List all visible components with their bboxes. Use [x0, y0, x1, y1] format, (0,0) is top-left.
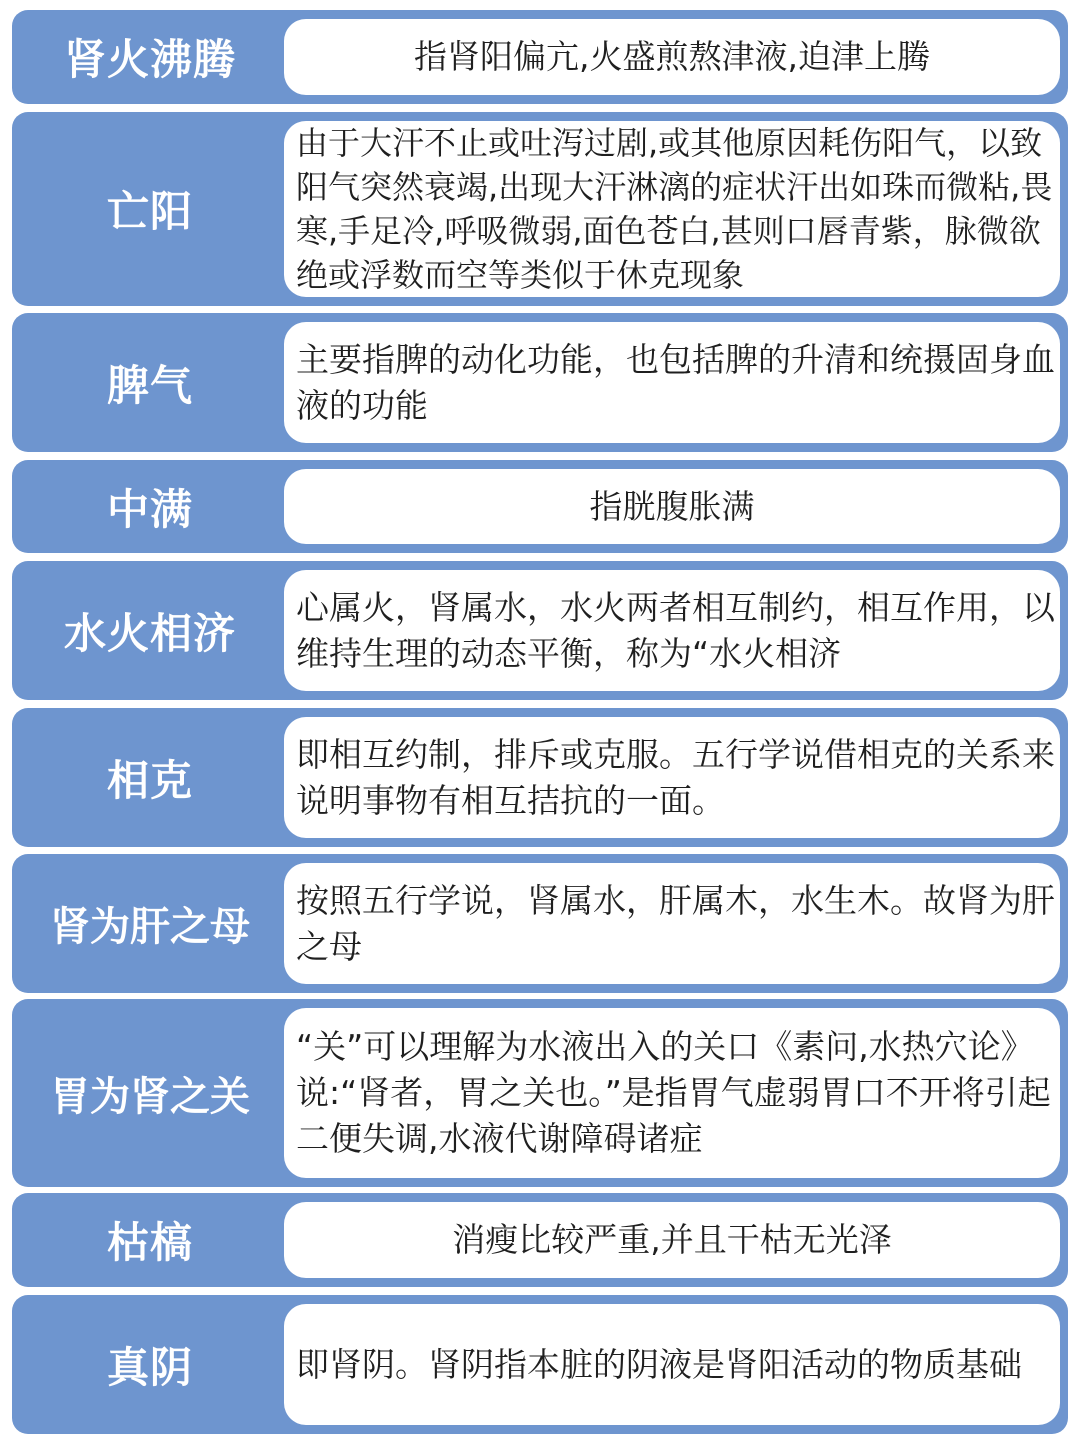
row-term: 肾为肝之母 [50, 904, 250, 950]
row-term: 枯槁 [106, 1218, 193, 1267]
row-term: 真阴 [106, 1342, 193, 1392]
row-term: 亡阳 [106, 187, 193, 236]
row-definition: 由于大汗不止或吐泻过剧,或其他原因耗伤阳气，以致阳气突然衰竭,出现大汗淋漓的症状汗出如珠而微粘,畏寒,手足冷,呼吸微弱,面色苍白,甚则口唇青紫，脉微欲绝或浮数而空等类似于休克现象 [296, 124, 1053, 294]
row-definition: 消瘦比较严重,并且干枯无光泽 [452, 1220, 892, 1259]
row-definition-box [284, 19, 1060, 95]
glossary-row [12, 460, 1068, 553]
row-term: 脾气 [106, 360, 193, 410]
row-definition: 指胱腹胀满 [589, 486, 755, 526]
glossary-row [12, 313, 1068, 452]
glossary-row [12, 10, 1068, 104]
row-definition: 即肾阴。肾阴指本脏的阴液是肾阳活动的物质基础 [296, 1344, 1022, 1384]
glossary-row [12, 1295, 1068, 1434]
row-term: 水火相济 [63, 608, 236, 658]
row-definition: 即相互约制，排斥或克服。五行学说借相克的关系来说明事物有相互拮抗的一面。 [296, 734, 1055, 820]
row-definition-box [284, 322, 1060, 443]
row-definition-box [284, 717, 1060, 838]
row-term: 胃为肾之关 [50, 1073, 250, 1120]
row-definition-box [284, 1304, 1060, 1425]
glossary-row [12, 999, 1068, 1187]
row-definition: 指肾阳偏亢,火盛煎熬津液,迫津上腾 [414, 37, 930, 76]
glossary-row [12, 708, 1068, 847]
row-definition-box [284, 570, 1060, 691]
row-definition: 主要指脾的动化功能，也包括脾的升清和统摄固身血液的功能 [296, 339, 1055, 425]
row-term: 肾火沸腾 [63, 35, 236, 84]
glossary-row [12, 1193, 1068, 1287]
row-definition-box [284, 121, 1060, 297]
row-definition-box [284, 863, 1060, 984]
row-term: 相克 [106, 755, 193, 805]
row-definition: 按照五行学说，肾属水，肝属木，水生木。故肾为肝之母 [296, 880, 1055, 966]
glossary-row [12, 854, 1068, 993]
row-definition-box [284, 1202, 1060, 1278]
row-definition-box [284, 469, 1060, 544]
glossary-row [12, 561, 1068, 700]
row-definition-box [284, 1008, 1060, 1178]
glossary-row [12, 112, 1068, 306]
row-definition: 心属火，肾属水，水火两者相互制约，相互作用，以维持生理的动态平衡，称为“水火相济 [296, 587, 1055, 673]
row-term: 中满 [106, 484, 193, 534]
row-definition: “关”可以理解为水液出入的关口《素问,水热穴论》说:“肾者，胃之关也。”是指胃气虚弱胃口不开将引起二便失调,水液代谢障碍诸症 [296, 1027, 1051, 1158]
